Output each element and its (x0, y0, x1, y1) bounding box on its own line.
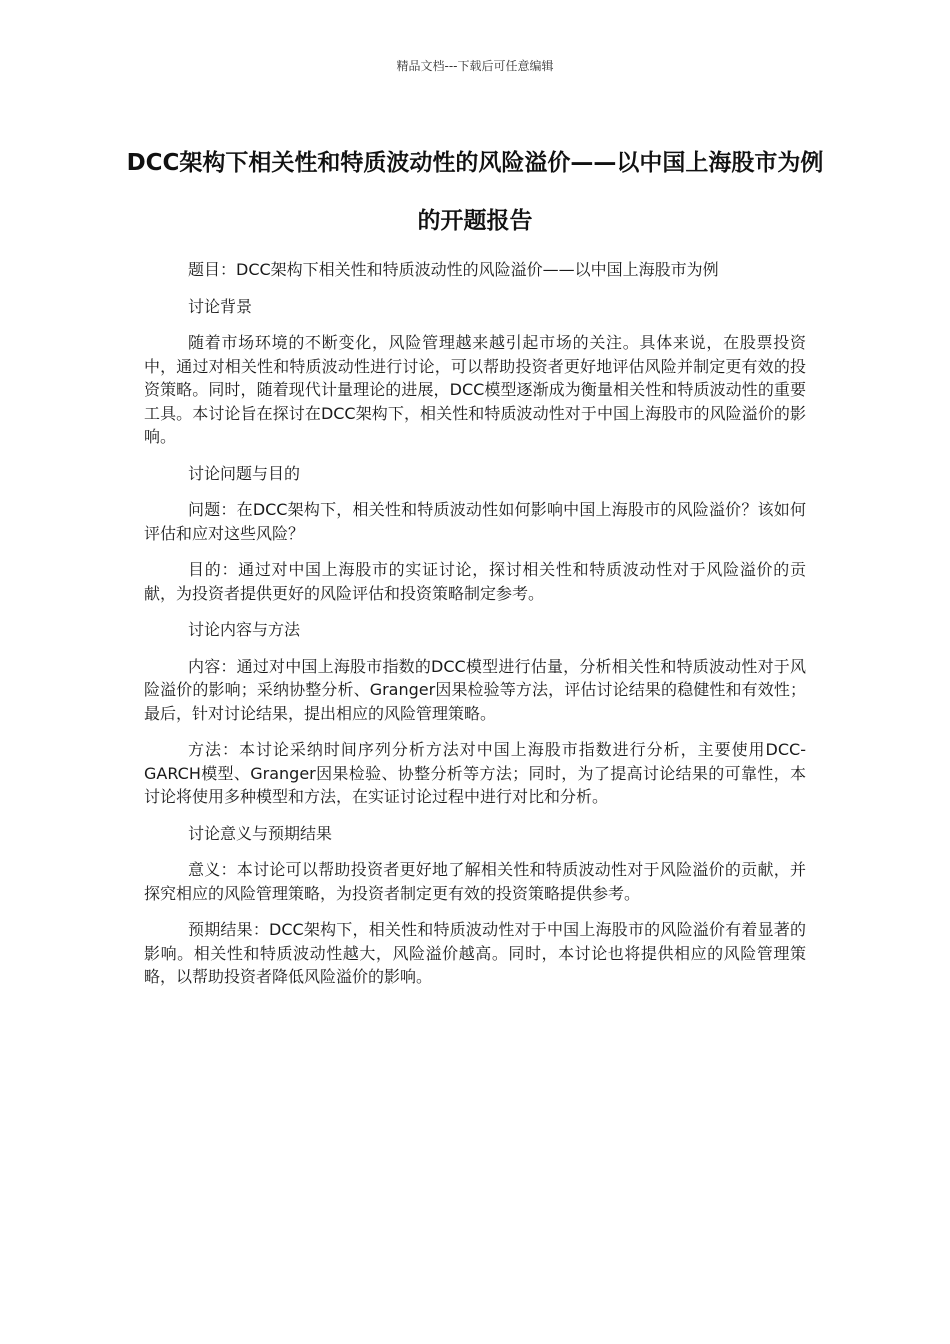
document-title: DCC架构下相关性和特质波动性的风险溢价——以中国上海股市为例的开题报告 (126, 150, 824, 234)
section-heading-significance: 讨论意义与预期结果 (188, 823, 333, 843)
document-body (144, 258, 806, 1002)
section-heading-content-methods: 讨论内容与方法 (188, 620, 301, 639)
section-heading-background: 讨论背景 (188, 296, 253, 316)
topic-line: 题目：DCC架构下相关性和特质波动性的风险溢价——以中国上海股市为例 (188, 260, 719, 279)
header-note: 精品文档---下载后可任意编辑 (396, 59, 554, 73)
content-paragraph: 内容：通过对中国上海股市指数的DCC模型进行估量，分析相关性和特质波动性对于风险溢价的影响；采纳协整分析、Granger因果检验等方法，评估讨论结果的稳健性和有效性；最后，针对讨论结果，提出相应的风险管理策略。 (144, 656, 806, 723)
question-paragraph: 问题：在DCC架构下，相关性和特质波动性如何影响中国上海股市的风险溢价？该如何评估和应对这些风险？ (144, 500, 806, 543)
methods-paragraph: 方法：本讨论采纳时间序列分析方法对中国上海股市指数进行分析，主要使用DCC-GARCH模型、Granger因果检验、协整分析等方法；同时，为了提高讨论结果的可靠性，本讨论将使用多种模型和方法，在实证讨论过程中进行对比和分析。 (144, 740, 806, 806)
background-paragraph: 随着市场环境的不断变化，风险管理越来越引起市场的关注。具体来说，在股票投资中，通过对相关性和特质波动性进行讨论，可以帮助投资者更好地评估风险并制定更有效的投资策略。同时，随着现代计量理论的进展，DCC模型逐渐成为衡量相关性和特质波动性的重要工具。本讨论旨在探讨在DCC架构下，相关性和特质波动性对于中国上海股市的风险溢价的影响。 (144, 333, 806, 446)
purpose-paragraph: 目的：通过对中国上海股市的实证讨论，探讨相关性和特质波动性对于风险溢价的贡献，为投资者提供更好的风险评估和投资策略制定参考。 (144, 560, 806, 603)
significance-paragraph: 意义：本讨论可以帮助投资者更好地了解相关性和特质波动性对于风险溢价的贡献，并探究相应的风险管理策略，为投资者制定更有效的投资策略提供参考。 (144, 860, 806, 903)
expected-results-paragraph: 预期结果：DCC架构下，相关性和特质波动性对于中国上海股市的风险溢价有着显著的影响。相关性和特质波动性越大，风险溢价越高。同时，本讨论也将提供相应的风险管理策略，以帮助投资者降低风险溢价的影响。 (144, 920, 806, 986)
section-heading-questions: 讨论问题与目的 (188, 463, 301, 483)
